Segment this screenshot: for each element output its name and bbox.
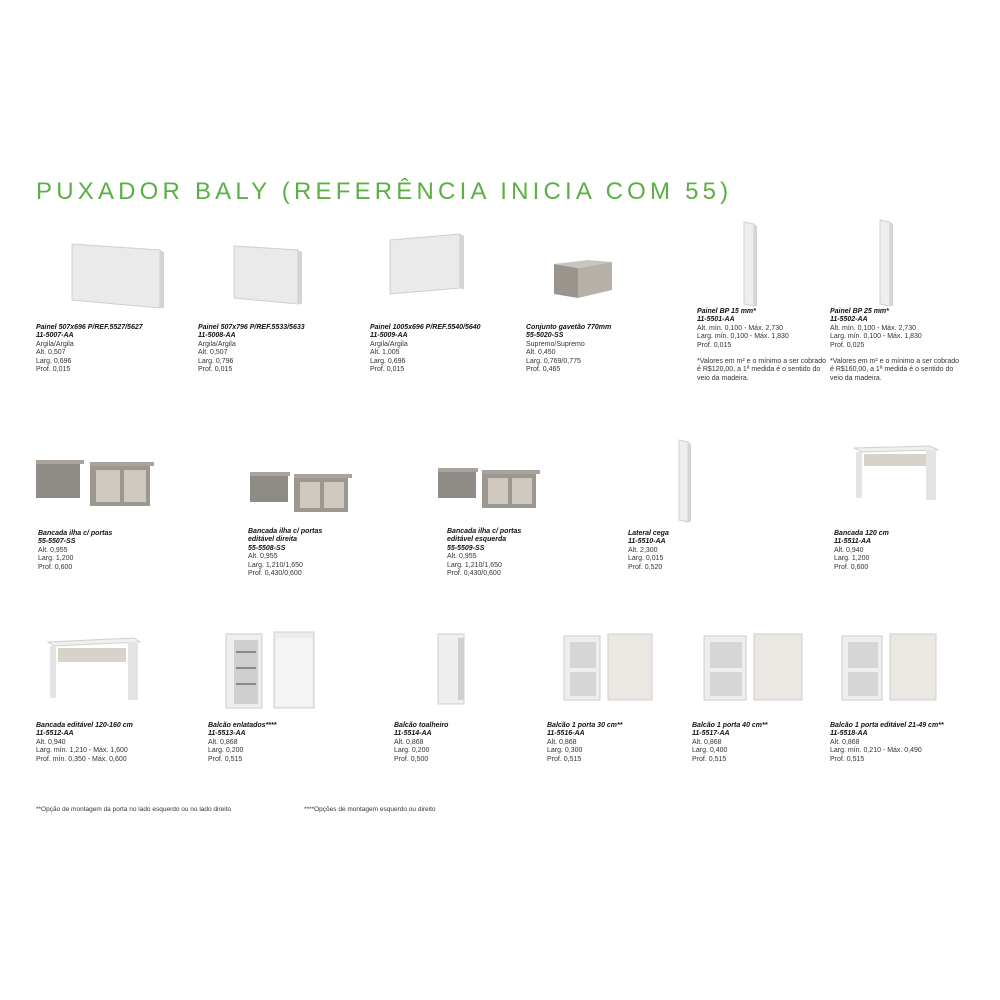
can-cabinet-thumb [222, 628, 324, 714]
item-name: Bancada ilha c/ portas editável direita [248, 528, 323, 544]
item-16 [830, 722, 944, 764]
item-name: Painel 1005x696 P/REF.5540/5640 [370, 324, 481, 331]
item-spec: Larg. 1,200 [834, 555, 870, 563]
item-spec: Supremo/Supremo [526, 340, 585, 348]
item-spec: Larg. 0,200 [394, 747, 430, 755]
item-spec: Larg. 0,696 [370, 357, 406, 365]
item-spec: Prof. 0,520 [628, 563, 663, 571]
item-spec: Alt. 0,450 [526, 349, 556, 357]
item-spec: Prof. 0,015 [370, 366, 405, 374]
footnote-mount-option: ****Opções de montagem esquerdo ou direito [304, 806, 436, 813]
item-spec: Alt. 0,507 [36, 349, 66, 357]
panel-thumb-2 [230, 242, 304, 308]
item-code: 55-5507-SS [38, 538, 76, 546]
island-thumb-3 [436, 466, 544, 512]
item-spec: Prof. 0,515 [547, 755, 582, 763]
side-panel-thumb-2 [876, 218, 896, 308]
item-name: Painel BP 15 mm* [697, 308, 756, 315]
item-spec: Prof. 0,515 [208, 755, 243, 763]
cabinet-40-thumb [700, 630, 808, 706]
item-spec: Prof. 0,600 [834, 563, 869, 571]
item-code: 11-5514-AA [394, 730, 432, 738]
item-code: 11-5511-AA [834, 538, 872, 546]
item-spec: Argila/Argila [370, 340, 408, 348]
item-spec: Argila/Argila [198, 340, 236, 348]
item-spec: Prof. 0,500 [394, 755, 429, 763]
item-spec: Alt. 0,940 [36, 738, 66, 746]
item-spec: Alt. 2,300 [628, 546, 658, 554]
item-note: *Valores em m² e o mínimo a ser cobrado é R$120,00, a 1ª medida é o sentido do veio da madeira. [697, 358, 827, 382]
blind-side-thumb [676, 438, 694, 524]
item-name: Balcão toalheiro [394, 722, 449, 729]
item-3 [526, 324, 611, 374]
item-4 [697, 308, 827, 383]
panel-thumb-3 [386, 232, 466, 304]
item-spec: Alt. 1,005 [370, 349, 400, 357]
footnote-door-option: **Opção de montagem da porta no lado esquerdo ou no lado direito [36, 806, 232, 813]
item-spec: Prof. 0,015 [36, 366, 71, 374]
item-spec: Larg. mín. 1,210 - Máx. 1,600 [36, 747, 128, 755]
item-spec: Alt. 0,868 [208, 738, 238, 746]
item-name: Bancada 120 cm [834, 530, 889, 537]
page-title: PUXADOR BALY (REFERÊNCIA INICIA COM 55) [36, 178, 733, 205]
item-code: 11-5512-AA [36, 730, 74, 738]
item-8 [447, 528, 527, 578]
item-spec: Alt. 0,940 [834, 546, 864, 554]
island-thumb-1 [34, 458, 158, 510]
item-spec: Larg. 0,015 [628, 555, 664, 563]
cabinet-30-thumb [560, 630, 658, 706]
item-spec: Prof. 0,430/0,600 [248, 570, 302, 578]
item-name: Painel 507x696 P/REF.5527/5627 [36, 324, 143, 331]
item-15 [692, 722, 767, 764]
item-spec: Larg. 0,769/0,775 [526, 357, 581, 365]
item-name: Balcão 1 porta editável 21-49 cm** [830, 722, 944, 729]
item-spec: Larg. 0,400 [692, 747, 728, 755]
item-name: Balcão 1 porta 40 cm** [692, 722, 768, 729]
item-code: 11-5517-AA [692, 730, 730, 738]
item-spec: Larg. 1,200 [38, 555, 74, 563]
item-name: Conjunto gavetão 770mm [526, 324, 612, 331]
item-9 [628, 530, 669, 572]
item-name: Lateral cega [628, 530, 669, 537]
item-spec: Argila/Argila [36, 340, 74, 348]
item-spec: Prof. 0,430/0,600 [447, 570, 501, 578]
item-spec: Larg. mín. 0,100 - Máx. 1,830 [830, 333, 922, 341]
item-spec: Alt. 0,868 [692, 738, 722, 746]
item-12 [208, 722, 276, 764]
item-code: 55-5508-SS [248, 544, 286, 552]
bench-thumb-2 [44, 636, 144, 704]
side-panel-thumb-1 [740, 220, 760, 308]
item-spec: Prof. mín. 0,350 - Máx. 0,600 [36, 755, 127, 763]
item-14 [547, 722, 622, 764]
item-name: Bancada editável 120-160 cm [36, 722, 133, 729]
item-spec: Alt. mín. 0,100 - Máx. 2,730 [697, 324, 783, 332]
item-spec: Prof. 0,515 [830, 755, 865, 763]
item-name: Painel BP 25 mm* [830, 308, 889, 315]
bench-thumb-1 [850, 444, 942, 504]
item-spec: Larg. 0,300 [547, 747, 583, 755]
item-name: Bancada ilha c/ portas [38, 530, 113, 537]
item-13 [394, 722, 448, 764]
item-spec: Larg. mín. 0,210 - Máx. 0,490 [830, 747, 922, 755]
item-spec: Alt. mín. 0,100 - Máx. 2,730 [830, 324, 916, 332]
item-code: 11-5008-AA [198, 332, 236, 340]
item-code: 11-5513-AA [208, 730, 246, 738]
panel-thumb-1 [66, 240, 166, 312]
item-code: 11-5516-AA [547, 730, 585, 738]
item-name: Painel 507x796 P/REF.5533/5633 [198, 324, 305, 331]
item-spec: Alt. 0,507 [198, 349, 228, 357]
island-thumb-2 [248, 470, 356, 516]
item-spec: Alt. 0,955 [38, 546, 68, 554]
item-spec: Alt. 0,955 [447, 553, 477, 561]
item-spec: Alt. 0,868 [547, 738, 577, 746]
item-name: Balcão enlatados**** [208, 722, 277, 729]
towel-cabinet-thumb [434, 630, 470, 708]
item-spec: Prof. 0,465 [526, 366, 561, 374]
drawer-set-thumb [548, 260, 618, 304]
item-6 [38, 530, 112, 572]
item-10 [834, 530, 889, 572]
item-name: Bancada ilha c/ portas editável esquerda [447, 528, 522, 544]
item-code: 11-5510-AA [628, 538, 666, 546]
item-code: 11-5501-AA [697, 316, 735, 324]
item-7 [248, 528, 340, 578]
item-spec: Larg. 1,210/1,650 [248, 561, 303, 569]
item-code: 11-5518-AA [830, 730, 868, 738]
item-11 [36, 722, 133, 764]
item-spec: Larg. 0,796 [198, 357, 234, 365]
item-code: 11-5502-AA [830, 316, 868, 324]
item-note: *Valores em m² e o mínimo a ser cobrado é R$160,00, a 1ª medida é o sentido do veio da madeira. [830, 358, 960, 382]
item-code: 55-5020-SS [526, 332, 564, 340]
item-spec: Prof. 0,025 [830, 341, 865, 349]
item-spec: Alt. 0,868 [830, 738, 860, 746]
item-spec: Larg. 1,210/1,650 [447, 561, 502, 569]
item-code: 55-5509-SS [447, 544, 485, 552]
item-spec: Prof. 0,600 [38, 563, 73, 571]
item-spec: Prof. 0,015 [198, 366, 233, 374]
item-spec: Alt. 0,955 [248, 553, 278, 561]
cabinet-editable-thumb [838, 630, 942, 706]
item-2 [370, 324, 481, 374]
item-code: 11-5007-AA [36, 332, 74, 340]
item-name: Balcão 1 porta 30 cm** [547, 722, 623, 729]
item-spec: Larg. mín. 0,100 - Máx. 1,830 [697, 333, 789, 341]
item-code: 11-5009-AA [370, 332, 408, 340]
item-1 [198, 324, 305, 374]
item-spec: Prof. 0,515 [692, 755, 727, 763]
item-spec: Larg. 0,696 [36, 357, 72, 365]
item-spec: Prof. 0,015 [697, 341, 732, 349]
item-5 [830, 308, 960, 383]
item-spec: Larg. 0,200 [208, 747, 244, 755]
item-spec: Alt. 0,868 [394, 738, 424, 746]
item-0 [36, 324, 143, 374]
